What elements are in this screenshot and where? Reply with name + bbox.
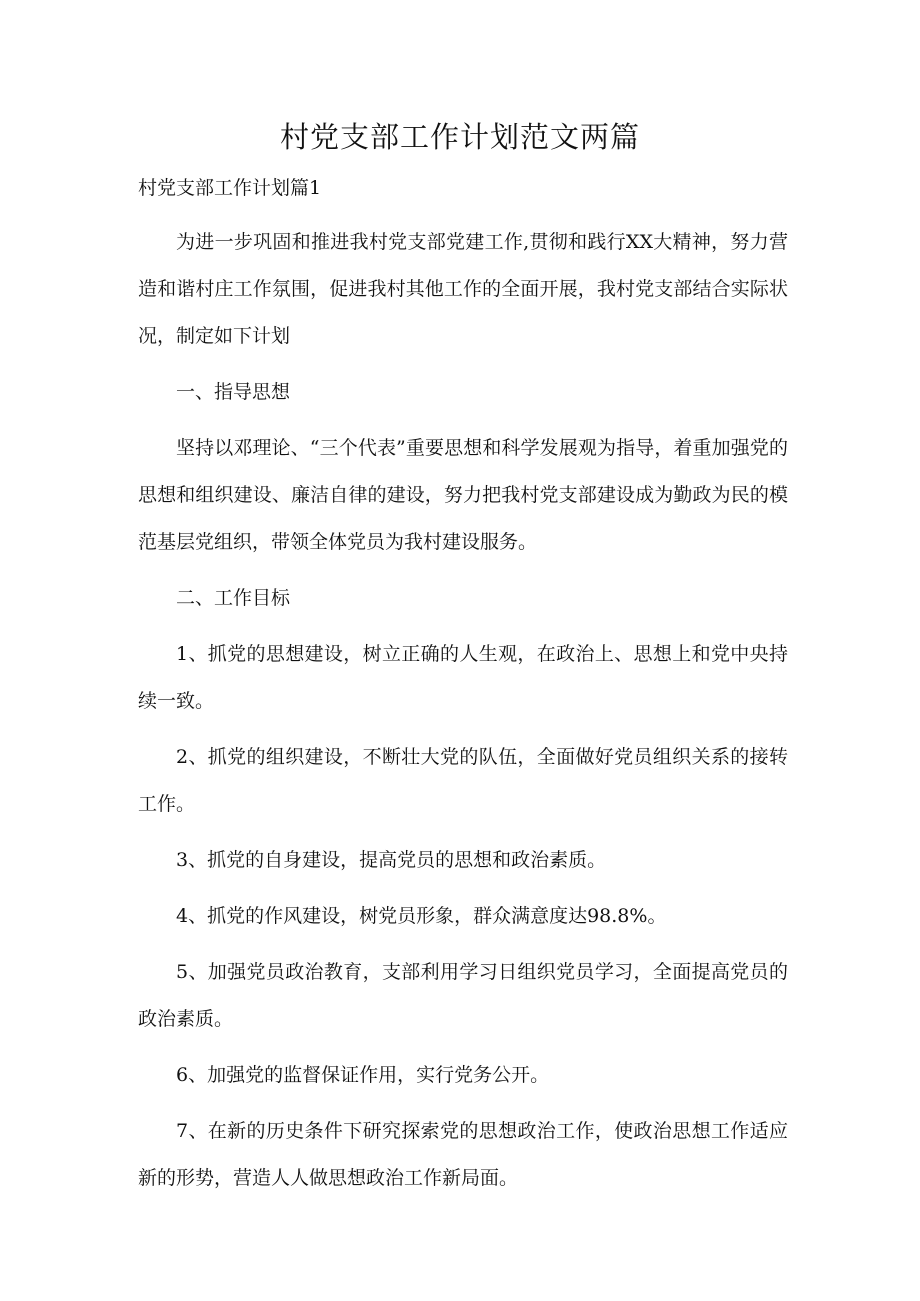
goal-item: 5、加强党员政治教育，支部利用学习日组织党员学习，全面提高党员的政治素质。 bbox=[138, 961, 788, 1030]
document-body bbox=[138, 219, 788, 1211]
section-heading-guiding-ideology: 一、指导思想 bbox=[176, 381, 291, 403]
guiding-ideology-paragraph: 坚持以邓理论、“三个代表”重要思想和科学发展观为指导，着重加强党的思想和组织建设、廉洁自律的建设，努力把我村党支部建设成为勤政为民的模范基层党组织，带领全体党员为我村建设服务。 bbox=[138, 437, 788, 553]
goal-item: 2、抓党的组织建设，不断壮大党的队伍，全面做好党员组织关系的接转工作。 bbox=[138, 746, 788, 815]
goal-item: 6、加强党的监督保证作用，实行党务公开。 bbox=[176, 1064, 550, 1086]
document-title: 村党支部工作计划范文两篇 bbox=[279, 120, 640, 154]
document-subtitle: 村党支部工作计划篇1 bbox=[138, 177, 322, 199]
section-heading-work-goals: 二、工作目标 bbox=[176, 587, 291, 609]
goal-item: 7、在新的历史条件下研究探索党的思想政治工作，使政治思想工作适应新的形势，营造人人做思想政治工作新局面。 bbox=[138, 1120, 788, 1189]
goal-item: 4、抓党的作风建设，树党员形象，群众满意度达98.8%。 bbox=[176, 905, 667, 927]
goal-item: 3、抓党的自身建设，提高党员的思想和政治素质。 bbox=[176, 849, 607, 871]
goal-item: 1、抓党的思想建设，树立正确的人生观，在政治上、思想上和党中央持续一致。 bbox=[138, 643, 788, 712]
intro-paragraph: 为进一步巩固和推进我村党支部党建工作,贯彻和践行XX大精神，努力营造和谐村庄工作氛围，促进我村其他工作的全面开展，我村党支部结合实际状况，制定如下计划 bbox=[138, 231, 788, 347]
